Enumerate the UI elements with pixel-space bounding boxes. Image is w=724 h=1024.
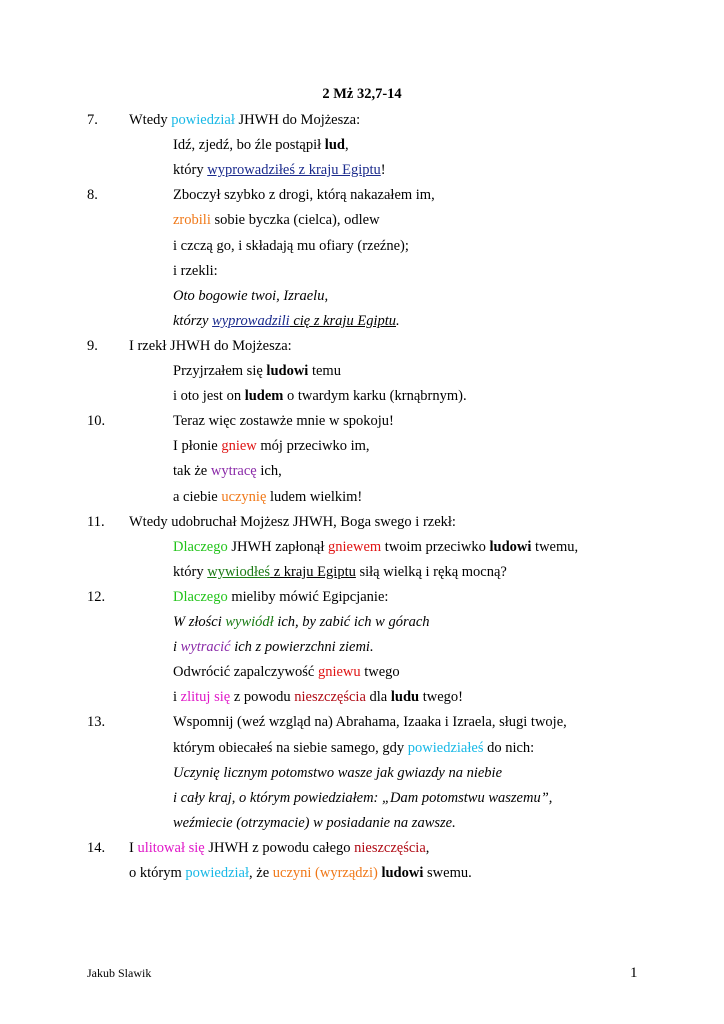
text-segment: Idź, zjedź, bo źle postąpił xyxy=(173,137,325,153)
text-segment: Zboczył szybko z drogi, którą nakazałem im, xyxy=(173,187,435,203)
text-segment: I płonie xyxy=(173,438,222,454)
text-segment: twemu, xyxy=(531,539,579,555)
verse-line xyxy=(173,462,282,480)
text-segment: Odwrócić zapalczywość xyxy=(173,664,318,680)
verse-line xyxy=(129,337,292,355)
verse-line xyxy=(173,739,534,757)
verse-line xyxy=(173,136,349,154)
verse-line xyxy=(173,638,374,656)
text-segment: I xyxy=(129,840,138,856)
text-segment: gniew xyxy=(221,438,257,454)
verse-line xyxy=(173,538,578,556)
text-segment: temu xyxy=(308,363,341,379)
verse-number: 12. xyxy=(87,589,106,605)
text-segment: wytracę xyxy=(210,463,257,479)
text-segment: nieszczęścia xyxy=(294,689,366,705)
text-segment: ludu xyxy=(390,689,420,705)
text-segment: ich, xyxy=(256,463,282,479)
text-segment: JHWH do Mojżesza: xyxy=(234,112,361,128)
verse-line xyxy=(173,387,467,405)
text-segment: lud xyxy=(324,137,345,153)
text-segment: ludowi xyxy=(489,539,532,555)
text-segment: o którym xyxy=(129,865,186,881)
text-segment: I rzekł JHWH do Mojżesza: xyxy=(129,338,292,354)
text-segment: z powodu xyxy=(230,689,295,705)
text-segment: ludowi xyxy=(266,363,309,379)
text-segment: JHWH z powodu całego xyxy=(204,840,355,856)
text-segment: wywiodłeś xyxy=(207,564,271,580)
text-segment: . xyxy=(396,313,400,329)
text-segment: twego xyxy=(360,664,400,680)
verse-line xyxy=(173,713,567,731)
verse-line xyxy=(173,688,463,706)
text-segment: wyprowadziłeś z kraju Egiptu xyxy=(207,162,381,178)
verse-line xyxy=(173,814,456,832)
text-segment: Oto bogowie twoi, Izraelu, xyxy=(173,288,329,304)
text-segment: Przyjrzałem się xyxy=(173,363,267,379)
verse-number: 13. xyxy=(87,714,106,730)
text-segment: , xyxy=(344,137,349,153)
verse-number: 10. xyxy=(87,413,106,429)
verse-line xyxy=(173,437,370,455)
text-segment: sobie byczka (cielca), odlew xyxy=(210,212,380,228)
text-segment: wyprowadzili xyxy=(212,313,290,329)
text-segment: nieszczęścia xyxy=(354,840,426,856)
verse-line xyxy=(173,237,409,255)
verse-line xyxy=(129,864,472,882)
text-segment: twego! xyxy=(419,689,463,705)
text-segment: o twardym karku (krnąbrnym). xyxy=(283,388,467,404)
text-segment: Dlaczego xyxy=(173,589,228,605)
text-segment: Uczynię licznym potomstwo wasze jak gwiazdy na niebie xyxy=(173,765,503,781)
text-segment: Wspomnij (weź wzgląd na) Abrahama, Izaaka i Izraela, sługi twoje, xyxy=(173,714,567,730)
verse-line xyxy=(173,412,394,430)
text-segment: i rzekli: xyxy=(173,263,218,279)
verse-number: 8. xyxy=(87,187,98,203)
text-segment: i xyxy=(173,689,181,705)
footer-author: Jakub Slawik xyxy=(87,966,152,980)
text-segment: uczyni (wyrządzi) xyxy=(272,865,378,881)
verse-line xyxy=(129,111,360,129)
text-segment: zrobili xyxy=(173,212,211,228)
verse-line xyxy=(173,613,430,631)
text-segment: z kraju Egiptu xyxy=(270,564,356,580)
text-segment: gniewem xyxy=(328,539,382,555)
verse-line xyxy=(173,262,218,280)
text-segment: gniewu xyxy=(317,664,361,680)
text-segment: do nich: xyxy=(483,740,535,756)
verse-line xyxy=(173,764,502,782)
text-segment: i xyxy=(173,639,181,655)
verse-line xyxy=(173,287,328,305)
verse-number: 14. xyxy=(87,840,106,856)
footer-page-number: 1 xyxy=(630,965,638,981)
verse-number: 11. xyxy=(87,514,105,530)
text-segment: wywiódł xyxy=(225,614,274,630)
text-segment: ich z powierzchni ziemi. xyxy=(230,639,374,655)
text-segment: Teraz więc zostawże mnie w spokoju! xyxy=(173,413,394,429)
verse-line xyxy=(129,839,429,857)
text-segment: którym obiecałeś na siebie samego, gdy xyxy=(173,740,408,756)
text-segment: powiedział xyxy=(185,865,250,881)
verse-line xyxy=(173,362,341,380)
text-segment: ulitował się xyxy=(137,840,205,856)
text-segment: Wtedy udobruchał Mojżesz JHWH, Boga swego i rzekł: xyxy=(129,514,456,530)
text-segment: weźmiecie (otrzymacie) w posiadanie na zawsze. xyxy=(173,815,456,831)
text-segment: a ciebie xyxy=(173,489,222,505)
text-segment: , xyxy=(425,840,430,856)
text-segment: dla xyxy=(365,689,391,705)
text-segment: Wtedy xyxy=(129,112,172,128)
verse-line xyxy=(173,211,380,229)
verse-line xyxy=(173,663,400,681)
text-segment: wytracić xyxy=(180,639,231,655)
verse-line xyxy=(173,488,362,506)
verse-line xyxy=(173,789,552,807)
text-segment: siłą wielką i ręką mocną? xyxy=(355,564,507,580)
verse-line xyxy=(173,563,507,581)
text-segment: którzy xyxy=(173,313,213,329)
text-segment: twoim przeciwko xyxy=(381,539,490,555)
verse-line xyxy=(173,588,388,606)
text-segment: powiedział xyxy=(171,112,235,128)
text-segment: i oto jest on xyxy=(173,388,245,404)
text-segment: ! xyxy=(380,162,386,178)
text-segment: i cały kraj, o którym powiedziałem: „Dam potomstwu waszemu”, xyxy=(173,790,553,806)
text-segment: cię z kraju Egiptu xyxy=(289,313,397,329)
text-segment: JHWH zapłonął xyxy=(227,539,329,555)
verse-line xyxy=(173,312,400,330)
text-segment: tak że xyxy=(173,463,211,479)
text-segment: który xyxy=(173,162,208,178)
text-segment: swemu. xyxy=(423,865,472,881)
text-segment: uczynię xyxy=(221,489,267,505)
text-segment: Dlaczego xyxy=(173,539,228,555)
text-segment: mój przeciwko im, xyxy=(256,438,370,454)
text-segment: który xyxy=(173,564,208,580)
page-title: 2 Mż 32,7-14 xyxy=(322,86,402,102)
text-segment: ludem wielkim! xyxy=(266,489,363,505)
verse-number: 9. xyxy=(87,338,98,354)
text-segment: zlituj się xyxy=(180,689,231,705)
text-segment: i czczą go, i składają mu ofiary (rzeźne); xyxy=(173,238,409,254)
verse-number: 7. xyxy=(87,112,98,128)
verse-line xyxy=(173,186,435,204)
text-segment: W złości xyxy=(173,614,222,630)
verse-line xyxy=(129,513,456,531)
text-segment: ludem xyxy=(244,388,284,404)
text-segment: ich, by zabić ich w górach xyxy=(273,614,430,630)
text-segment: mieliby mówić Egipcjanie: xyxy=(227,589,389,605)
text-segment: , że xyxy=(249,865,273,881)
text-segment: ludowi xyxy=(381,865,424,881)
text-segment: powiedziałeś xyxy=(407,740,484,756)
verse-line xyxy=(173,161,386,179)
